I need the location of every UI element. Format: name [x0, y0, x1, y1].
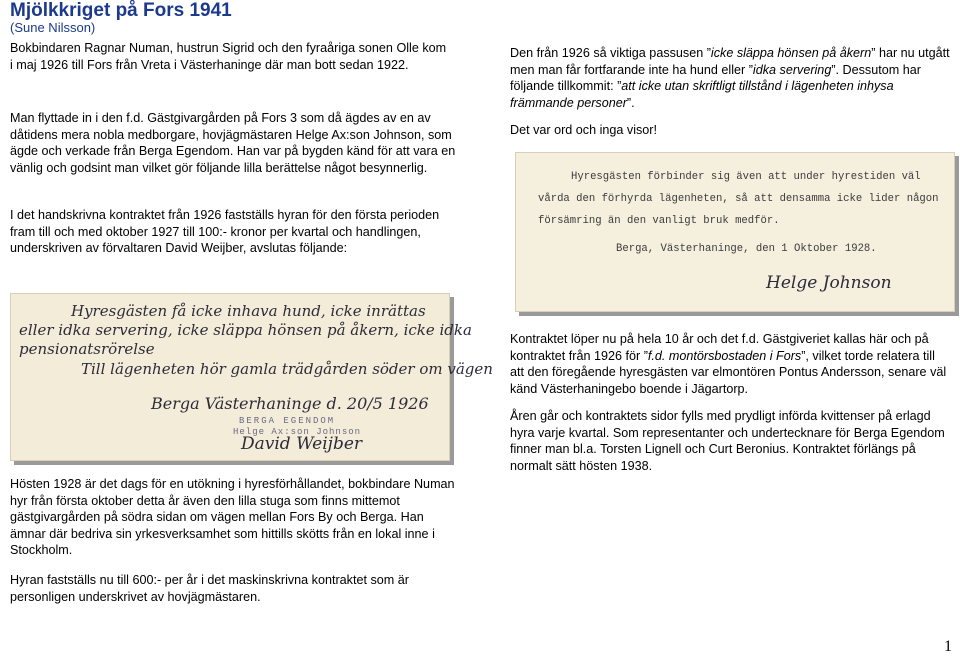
right-paragraph-1: Den från 1926 så viktiga passusen ”icke släppa hönsen på åkern” har nu utgått men man får fortfarande inte ha hund eller ”idka servering”. Dessutom har följande tillkommit: ”att icke utan skriftligt tillstånd i lägenheten inhysa främmande personer”.: [510, 46, 950, 110]
handwritten-line-4: Till lägenheten hör gamla trädgården söder om vägen: [81, 360, 493, 378]
right-paragraph-2: Det var ord och inga visor!: [510, 123, 657, 137]
typed-line-2: vårda den förhyrda lägenheten, så att densamma icke lider någon: [538, 193, 939, 205]
right-paragraph-4: Åren går och kontraktets sidor fylls med prydligt införda kvittenser på erlagd hyra varje kvartal. Som representanter och undertecknare för Berga Egendom finner man bl.a. Torsten Lignell och Curt Beronius. Kontraktet förlängs på normalt sätt hösten 1938.: [510, 409, 945, 473]
handwritten-signature: David Weijber: [241, 434, 363, 454]
estate-stamp: BERGA EGENDOM: [239, 416, 336, 426]
left-paragraph-1: Bokbindaren Ragnar Numan, hustrun Sigrid och den fyraåriga sonen Olle kom i maj 1926 till Fors från Vreta i Västerhaninge där man bott sedan 1922.: [10, 41, 447, 72]
left-paragraph-2: Man flyttade in i den f.d. Gästgivargården på Fors 3 som då ägdes av en av dåtidens mera nobla medborgare, hovjägmästaren Helge Ax:son Johnson, som ägde och verkade från Berga Egendom. Han var på bygden känd för att vara en vänlig och godsint man vilket gör följande lilla berättelse något besynnerlig.: [10, 111, 456, 175]
page-title: Mjölkkriget på Fors 1941: [10, 0, 232, 21]
page-number: 1: [944, 638, 952, 655]
right-paragraph-3: Kontraktet löper nu på hela 10 år och det f.d. Gästgiveriet kallas här och på kontraktet från 1926 för ”f.d. montörsbostaden i Fors”, vilket torde relatera till att den föregående hyresgästen var elmontören Pontus Andersson, senare väl känd Västerhaningebo boende i Jägartorp.: [510, 332, 947, 396]
left-paragraph-5: Hyran fastställs nu till 600:- per år i det maskinskrivna kontraktet som är personligen underskrivet av hovjägmästaren.: [10, 573, 409, 604]
handwritten-line-2: eller idka servering, icke släppa hönsen på åkern, icke idka: [19, 321, 472, 339]
handwritten-date-line: Berga Västerhaninge d. 20/5 1926: [151, 394, 429, 413]
handwritten-line-1: Hyresgästen få icke inhava hund, icke inrättas: [71, 302, 426, 320]
estate-stamp-name: Helge Ax:son Johnson: [233, 427, 362, 437]
handwritten-line-3: pensionatsrörelse: [19, 340, 155, 358]
typed-date-line: Berga, Västerhaninge, den 1 Oktober 1928.: [616, 243, 877, 255]
typed-line-1: Hyresgästen förbinder sig även att under hyrestiden väl: [571, 171, 921, 183]
page-subtitle: (Sune Nilsson): [10, 20, 96, 35]
left-paragraph-4: Hösten 1928 är det dags för en utökning i hyresförhållandet, bokbindare Numan hyr från första oktober detta år även den lilla stuga som finns mittemot gästgivargården på södra sidan om vägen mellan Fors By och Berga. Han ämnar där bedriva sin yrkesverksamhet som hittills skötts från en lokal inne i Stockholm.: [10, 477, 455, 558]
typed-doc-signature: Helge Johnson: [766, 273, 892, 293]
left-paragraph-3: I det handskrivna kontraktet från 1926 fastställs hyran för den första perioden fram till och med oktober 1927 till 100:- kronor per kvartal och handlingen, underskriven av förvaltaren David Weijber, avslutas följande:: [10, 208, 440, 256]
handwritten-contract-image: [10, 293, 493, 461]
typed-line-3: försämring än den vanligt bruk medför.: [538, 215, 780, 227]
typewritten-contract-image: [515, 152, 955, 312]
